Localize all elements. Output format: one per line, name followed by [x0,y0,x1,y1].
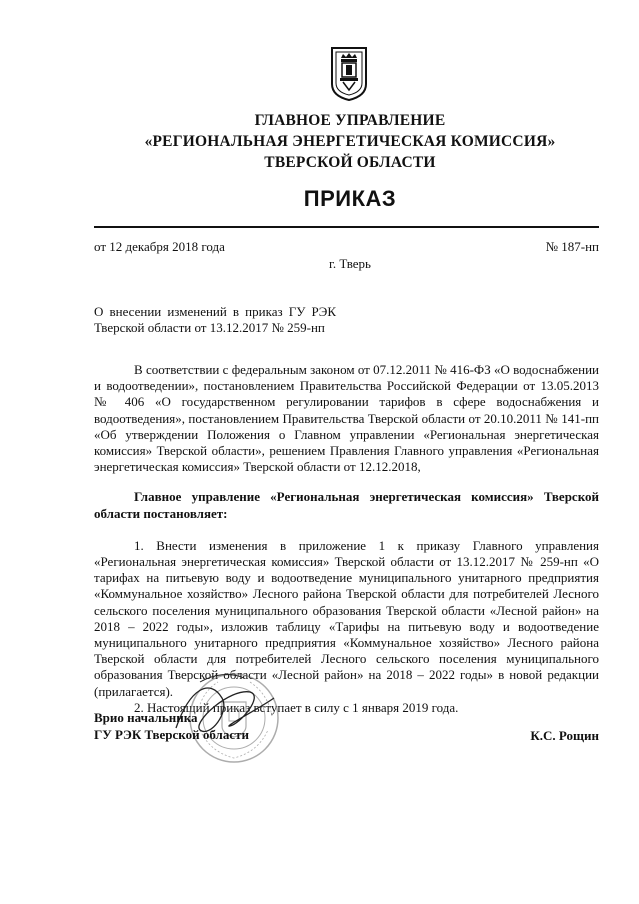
item-2-paragraph: 2. Настоящий приказ вступает в силу с 1 января 2019 года. [134,699,459,715]
preamble-paragraph: В соответствии с федеральным законом от 07.12.2011 № 416-ФЗ «О водоснабжении и водоотведении», постановлением Правительства Российской Федерации от 13.05.2013 № 406 «О государственном регулировании тарифов в сфере водоснабжения и водоотведения», постановлением Правительства Тверской области от 20.10.2011 № 141-пп «Об утверждении Положения о Главном управлении «Региональная энергетическая комиссия» Тверской области», решением Правления Главного управления «Региональная энергетическая комиссия» Тверской области от 12.12.2018, [94,362,599,475]
order-city: г. Тверь [329,256,371,271]
order-body [94,362,599,716]
order-title: ПРИКАЗ [303,186,397,211]
header-line-2: «РЕГИОНАЛЬНАЯ ЭНЕРГЕТИЧЕСКАЯ КОМИССИЯ» [144,133,556,150]
signatory-title-line-1: Врио начальника [94,710,198,725]
signatory-name: К.С. Рощин [530,728,599,743]
order-date: от 12 декабря 2018 года [94,239,225,254]
resolve-paragraph: Главное управление «Региональная энергетическая комиссия» Тверской области постановляет: [94,489,599,521]
title-divider [94,226,599,228]
coat-of-arms-icon [330,46,368,102]
item-1-paragraph: 1. Внести изменения в приложение 1 к приказу Главного управления «Региональная энергетическая комиссия» Тверской области от 13.12.2017 № 259-нп «О тарифах на питьевую воду и водоотведение муниципального унитарного предприятия «Коммунальное хозяйство» Лесного района Тверской области для потребителей Лесного сельского поселения муниципального образования Тверской области «Лесной район» на 2018 – 2022 годы», изложив таблицу «Тарифы на питьевую воду и водоотведение муниципального унитарного предприятия «Коммунальное хозяйство» Лесного района Тверской области для потребителей Лесного сельского поселения муниципального образования Тверской области «Лесной район» на 2018 – 2022 годы» в новой редакции (прилагается). [94,537,599,699]
order-subject: О внесении изменений в приказ ГУ РЭК Тверской области от 13.12.2017 № 259-нп [94,304,336,335]
order-number: № 187-нп [545,239,599,254]
header-line-3: ТВЕРСКОЙ ОБЛАСТИ [264,154,436,171]
header-line-1: ГЛАВНОЕ УПРАВЛЕНИЕ [254,112,446,129]
signatory-title [94,709,249,743]
agency-header [0,110,639,173]
signatory-title-line-2: ГУ РЭК Тверской области [94,727,249,742]
